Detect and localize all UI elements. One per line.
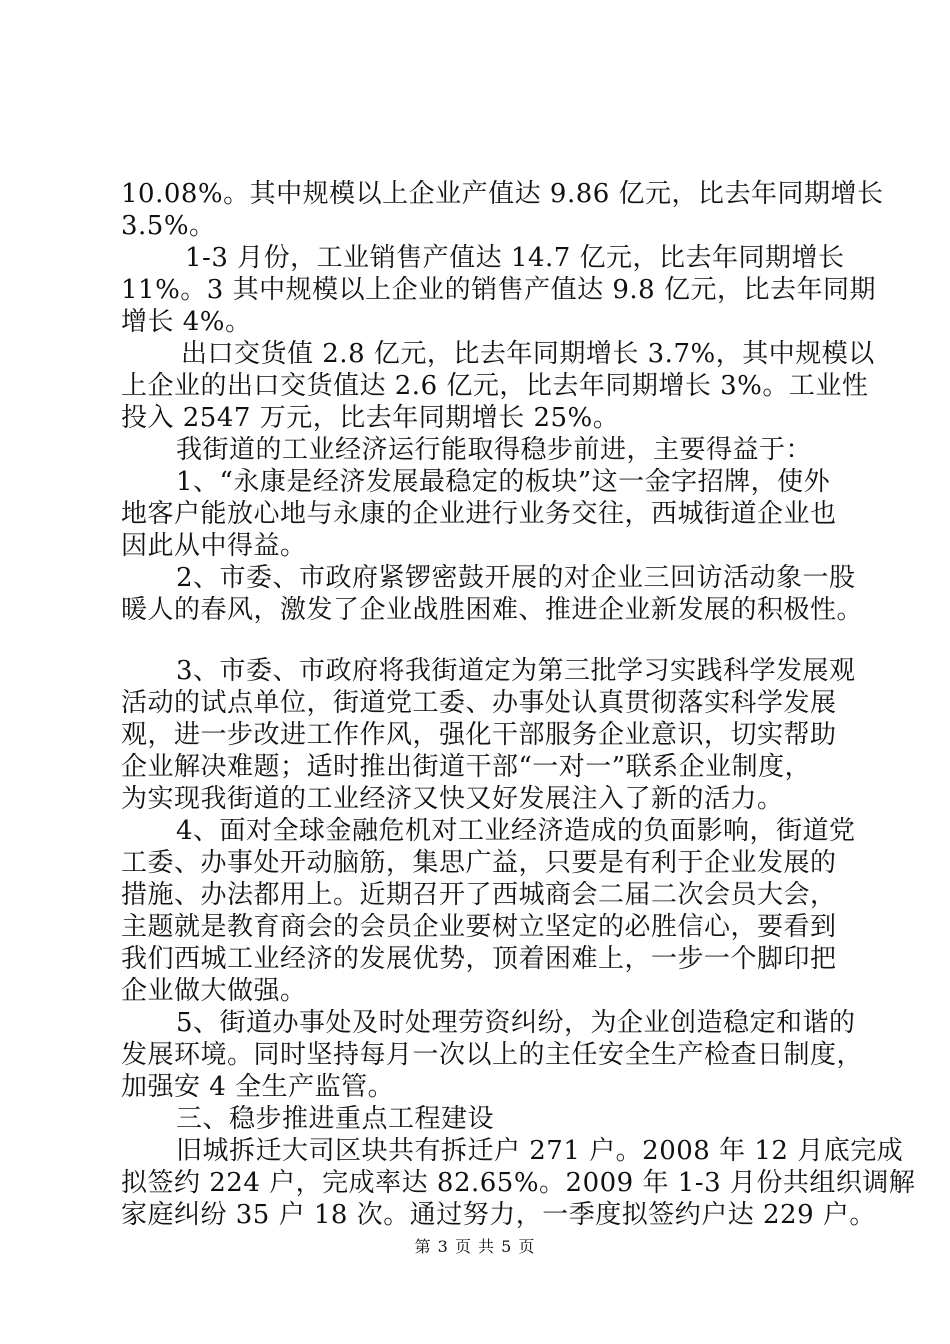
text-line: 暖人的春风，激发了企业战胜困难、推进企业新发展的积极性。 [121, 595, 864, 625]
text-line: 发展环境。同时坚持每月一次以上的主任安全生产检查日制度， [121, 1040, 864, 1070]
text-line: 我们西城工业经济的发展优势，顶着困难上，一步一个脚印把 [121, 944, 837, 974]
text-line: 活动的试点单位，街道党工委、办事处认真贯彻落实科学发展 [121, 688, 837, 718]
text-line: 企业做大做强。 [121, 976, 307, 1006]
text-line: 1-3 月份，工业销售产值达 14.7 亿元，比去年同期增长 [185, 243, 845, 273]
text-line: 上企业的出口交货值达 2.6 亿元，比去年同期增长 3%。工业性 [121, 371, 869, 401]
text-line: 为实现我街道的工业经济又快又好发展注入了新的活力。 [121, 784, 784, 814]
text-line: 加强安 4 全生产监管。 [121, 1072, 395, 1102]
text-line: 主题就是教育商会的会员企业要树立坚定的必胜信心，要看到 [121, 912, 837, 942]
text-line: 拟签约 224 户，完成率达 82.65%。2009 年 1-3 月份共组织调解 [121, 1168, 916, 1198]
text-line: 2、市委、市政府紧锣密鼓开展的对企业三回访活动象一股 [176, 563, 856, 593]
text-line: 地客户能放心地与永康的企业进行业务交往，西城街道企业也 [121, 499, 837, 529]
text-line: 企业解决难题；适时推出街道干部“一对一”联系企业制度， [121, 752, 812, 782]
text-line: 观，进一步改进工作作风，强化干部服务企业意识，切实帮助 [121, 720, 837, 750]
text-line: 3、市委、市政府将我街道定为第三批学习实践科学发展观 [176, 656, 856, 686]
text-line: 5、街道办事处及时处理劳资纠纷，为企业创造稳定和谐的 [176, 1008, 856, 1038]
text-line: 措施、办法都用上。近期召开了西城商会二届二次会员大会， [121, 880, 837, 910]
text-line: 旧城拆迁大司区块共有拆迁户 271 户。2008 年 12 月底完成 [176, 1136, 904, 1166]
text-line: 10.08%。其中规模以上企业产值达 9.86 亿元，比去年同期增长 [121, 179, 884, 209]
text-line: 1、“永康是经济发展最稳定的板块”这一金字招牌，使外 [176, 467, 831, 497]
text-line: 家庭纠纷 35 户 18 次。通过努力，一季度拟签约户达 229 户。 [121, 1200, 876, 1230]
page-number-footer: 第 3 页 共 5 页 [414, 1237, 536, 1256]
text-line: 11%。3 其中规模以上企业的销售产值达 9.8 亿元，比去年同期 [121, 275, 876, 305]
text-line: 我街道的工业经济运行能取得稳步前进，主要得益于： [176, 435, 813, 465]
text-line: 投入 2547 万元，比去年同期增长 25%。 [121, 403, 620, 433]
text-line: 工委、办事处开动脑筋，集思广益，只要是有利于企业发展的 [121, 848, 837, 878]
text-line: 增长 4%。 [121, 307, 252, 337]
text-line: 出口交货值 2.8 亿元，比去年同期增长 3.7%，其中规模以 [181, 339, 875, 369]
text-line: 因此从中得益。 [121, 531, 307, 561]
text-line: 4、面对全球金融危机对工业经济造成的负面影响，街道党 [176, 816, 856, 846]
text-line: 3.5%。 [121, 211, 216, 241]
section-heading: 三、稳步推进重点工程建设 [176, 1104, 495, 1134]
